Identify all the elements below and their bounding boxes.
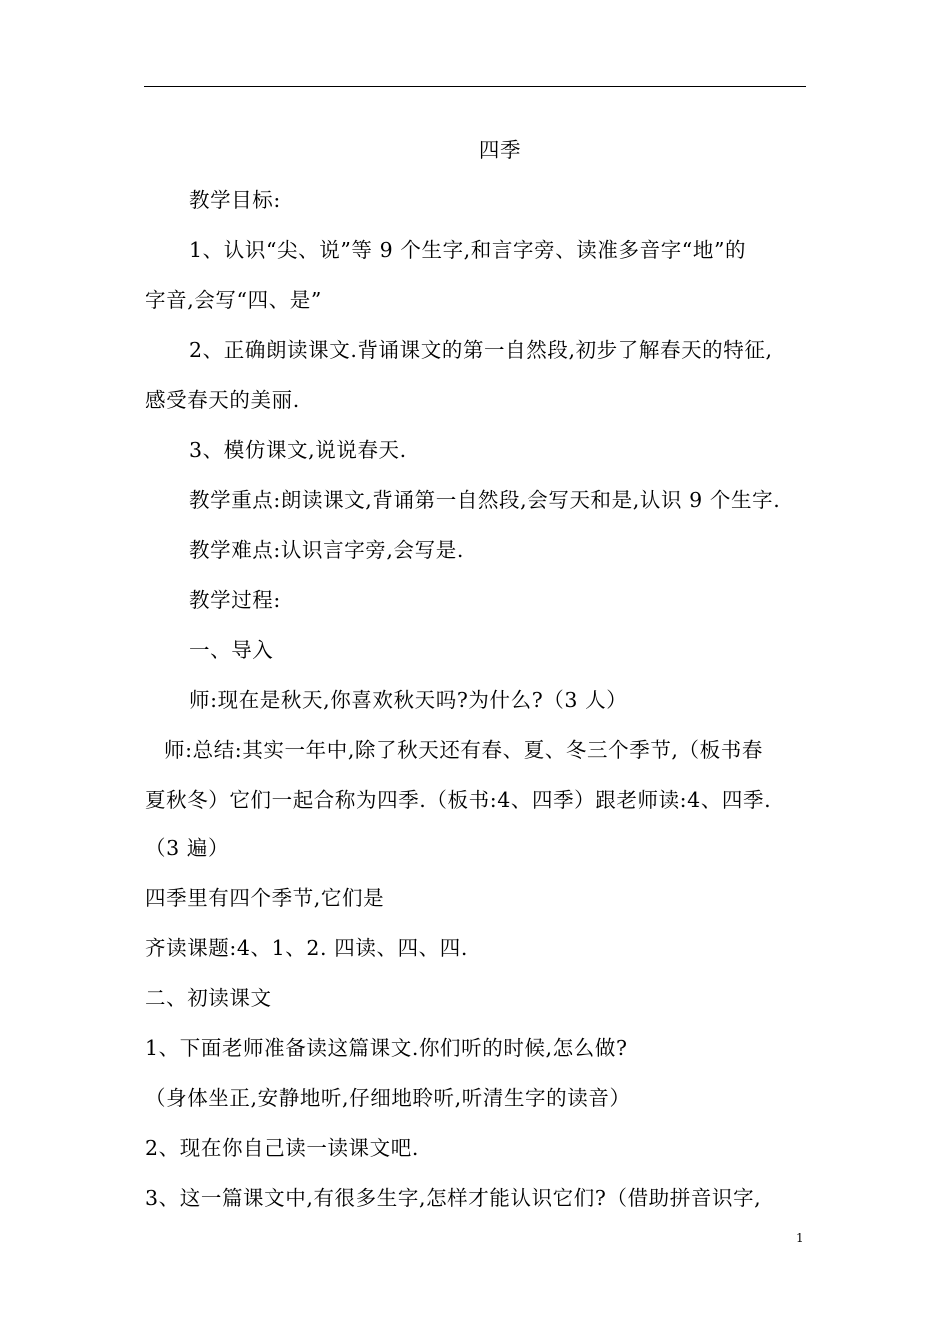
- section-heading: 一、导入: [189, 638, 274, 662]
- text-line: 3、这一篇课文中,有很多生字,怎样才能认识它们?（借助拼音识字,: [145, 1186, 762, 1210]
- text-line: 字音,会写“四、是”: [145, 288, 322, 312]
- text-line: 教学过程:: [189, 588, 281, 612]
- text-line: 师:现在是秋天,你喜欢秋天吗?为什么?（3 人）: [189, 688, 628, 712]
- text-line: 1、认识“尖、说”等 9 个生字,和言字旁、读准多音字“地”的: [189, 238, 747, 262]
- text-line: 齐读课题:4、1、2. 四读、四、四.: [145, 936, 468, 960]
- text-line: 3、模仿课文,说说春天.: [189, 438, 407, 462]
- section-heading: 二、初读课文: [145, 986, 272, 1010]
- text-line: 教学目标:: [189, 188, 281, 212]
- document-title: 四季: [478, 138, 522, 162]
- text-line: 教学难点:认识言字旁,会写是.: [189, 538, 464, 562]
- text-line: 1、下面老师准备读这篇课文.你们听的时候,怎么做?: [145, 1036, 628, 1060]
- header-rule: [144, 86, 806, 87]
- text-line: 夏秋冬）它们一起合称为四季.（板书:4、四季）跟老师读:4、四季.: [145, 788, 772, 812]
- text-line: 四季里有四个季节,它们是: [145, 886, 385, 910]
- text-line: （身体坐正,安静地听,仔细地聆听,听清生字的读音）: [145, 1086, 631, 1110]
- text-line: （3 遍）: [145, 836, 230, 860]
- text-line: 师:总结:其实一年中,除了秋天还有春、夏、冬三个季节,（板书春: [164, 738, 763, 762]
- page-number: 1: [796, 1231, 804, 1245]
- text-line: 教学重点:朗读课文,背诵第一自然段,会写天和是,认识 9 个生字.: [189, 488, 781, 512]
- text-line: 2、现在你自己读一读课文吧.: [145, 1136, 419, 1160]
- text-line: 感受春天的美丽.: [145, 388, 300, 412]
- text-line: 2、正确朗读课文.背诵课文的第一自然段,初步了解春天的特征,: [189, 338, 773, 362]
